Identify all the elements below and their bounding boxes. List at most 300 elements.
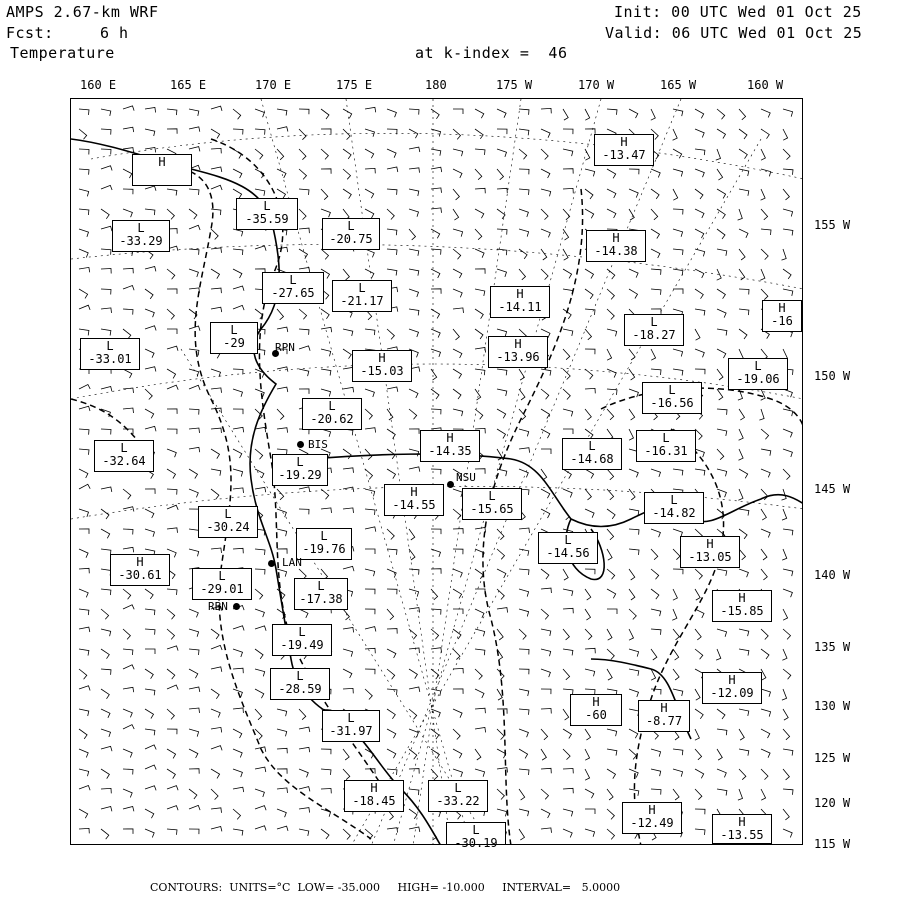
wind-barb [761, 709, 771, 717]
wind-barb [189, 549, 199, 556]
wind-barb [563, 569, 568, 580]
wind-barb [717, 329, 727, 336]
wind-barb [409, 409, 417, 419]
wind-barb [783, 429, 792, 437]
wind-barb [277, 748, 287, 753]
wind-barb [717, 389, 723, 400]
wind-barb [145, 689, 155, 695]
wind-barb [651, 569, 659, 579]
wind-barb [101, 629, 111, 636]
wind-barb [453, 308, 464, 313]
wind-barb [607, 629, 612, 640]
wind-barb [211, 769, 220, 778]
extremum-box: L -33.01 [80, 338, 140, 370]
wind-barb [409, 467, 420, 472]
wind-barb [475, 649, 485, 655]
wind-barb [189, 127, 200, 132]
wind-barb [387, 189, 397, 195]
wind-barb [387, 689, 397, 695]
wind-barb [519, 609, 529, 617]
extremum-box: H -18.45 [344, 780, 404, 812]
wind-barb [167, 489, 177, 495]
wind-barb [497, 608, 508, 613]
wind-barb [695, 789, 702, 800]
wind-barb [123, 369, 132, 378]
wind-barb [321, 189, 328, 200]
wind-barb [255, 669, 265, 676]
wind-barb [167, 385, 178, 390]
wind-barb [761, 289, 768, 300]
wind-barb [79, 786, 90, 791]
wind-barb [277, 127, 288, 132]
wind-barb [541, 409, 550, 419]
wind-barb [145, 729, 155, 735]
wind-barb [607, 469, 614, 480]
wind-barb [519, 149, 527, 159]
wind-barb [519, 469, 528, 477]
wind-barb [585, 589, 591, 600]
wind-barb [343, 329, 353, 336]
wind-barb [453, 369, 462, 379]
wind-barb [651, 529, 660, 537]
wind-barb [233, 189, 242, 198]
wind-barb [585, 648, 595, 653]
wind-barb [211, 548, 222, 553]
wind-barb [541, 489, 550, 498]
extremum-box: H -12.49 [622, 802, 682, 834]
wind-barb [717, 129, 726, 139]
wind-barb [629, 589, 635, 600]
wind-barb [541, 389, 549, 399]
wind-barb [321, 789, 331, 794]
wind-barb [409, 309, 419, 315]
wind-barb [299, 609, 308, 618]
wind-barb [387, 649, 396, 658]
wind-barb [585, 789, 594, 798]
wind-barb [629, 349, 635, 360]
wind-barb [277, 169, 286, 178]
wind-barb [255, 649, 263, 659]
wind-barb [585, 109, 590, 120]
wind-barb [277, 826, 288, 831]
wind-barb [739, 129, 747, 139]
wind-barb [475, 229, 482, 240]
wind-barb [409, 827, 420, 832]
wind-barb [761, 209, 768, 220]
wind-barb [343, 109, 352, 118]
wind-barb [761, 429, 769, 439]
wind-barb [123, 268, 133, 273]
wind-barb [651, 189, 659, 199]
wind-barb [519, 589, 529, 597]
wind-barb [563, 608, 573, 613]
wind-barb [673, 289, 683, 294]
wind-barb [563, 369, 570, 380]
wind-barb [497, 549, 505, 559]
wind-barb [431, 369, 437, 380]
wind-barb [673, 249, 683, 255]
wind-barb [167, 369, 176, 378]
wind-barb [343, 449, 351, 459]
wind-barb [79, 709, 89, 716]
wind-barb [541, 649, 551, 656]
extremum-box: L -14.68 [562, 438, 622, 470]
wind-barb [475, 129, 483, 139]
wind-barb [299, 309, 307, 319]
wind-barb [101, 529, 110, 538]
wind-barb [782, 649, 787, 660]
wind-barb [277, 709, 287, 716]
wind-barb [387, 469, 396, 479]
wind-barb [629, 529, 639, 535]
wind-barb [277, 729, 287, 736]
map-panel [70, 98, 803, 845]
wind-barb [387, 629, 397, 634]
wind-barb [321, 129, 331, 134]
extremum-box: L -32.64 [94, 440, 154, 472]
wind-barb [673, 549, 680, 560]
wind-barb [651, 289, 661, 295]
wind-barb [211, 789, 218, 800]
wind-barb [783, 629, 791, 639]
wind-barb [519, 129, 529, 135]
wind-barb [167, 429, 177, 434]
wind-barb [211, 106, 222, 111]
lat-tick: 115 W [814, 837, 851, 851]
wind-barb [541, 609, 549, 619]
wind-barb [321, 109, 329, 119]
wind-barb [233, 249, 243, 255]
wind-barb [453, 129, 461, 139]
wind-barb [739, 629, 749, 636]
wind-barb [299, 487, 310, 492]
wind-barb [321, 149, 328, 159]
wind-barb [519, 109, 529, 115]
extremum-box: L -29 [210, 322, 258, 354]
wind-barb [585, 289, 593, 299]
wind-barb [211, 248, 222, 253]
wind-barb [431, 669, 439, 679]
wind-barb [673, 629, 679, 640]
station-marker [447, 481, 454, 488]
wind-barb [739, 749, 749, 756]
wind-barb [79, 769, 89, 776]
wind-barb [101, 308, 112, 313]
wind-barb [189, 687, 200, 692]
wind-barb [431, 249, 441, 255]
wind-barb [431, 609, 441, 615]
wind-barb [431, 149, 441, 156]
wind-barb [519, 549, 529, 556]
wind-barb [629, 769, 638, 778]
wind-barb [453, 629, 461, 639]
wind-barb [387, 149, 396, 158]
wind-barb [739, 469, 748, 478]
wind-barb [167, 786, 178, 791]
wind-barb [475, 609, 484, 618]
wind-barb [475, 329, 483, 339]
wind-barb [783, 289, 793, 296]
wind-barb [783, 789, 793, 795]
wind-barb [167, 589, 177, 595]
wind-barb [365, 627, 376, 632]
extremum-box: H -13.05 [680, 536, 740, 568]
wind-barb [409, 789, 419, 795]
wind-barb [79, 469, 88, 478]
wind-barb [607, 509, 615, 519]
wind-barb [211, 709, 220, 718]
wind-barb [145, 367, 156, 372]
wind-barb [541, 169, 550, 178]
wind-barb [739, 709, 749, 716]
wind-barb [365, 189, 374, 198]
wind-barb [651, 249, 660, 258]
wind-barb [189, 649, 199, 655]
wind-barb [783, 209, 793, 217]
wind-barb [343, 487, 354, 492]
wind-barb [497, 269, 507, 277]
wind-barb [453, 349, 462, 358]
wind-barb [673, 149, 682, 158]
wind-barb [563, 169, 573, 174]
wind-barb [233, 269, 242, 278]
wind-barb [783, 589, 792, 597]
wind-barb [563, 249, 568, 260]
wind-barb [695, 289, 703, 299]
wind-barb [79, 686, 90, 691]
wind-barb [277, 247, 288, 252]
wind-barb [783, 269, 791, 279]
wind-barb [365, 549, 375, 554]
wind-barb [167, 505, 178, 510]
wind-barb [519, 569, 529, 575]
wind-barb [629, 729, 638, 738]
wind-barb [453, 249, 461, 259]
wind-barb [277, 509, 286, 517]
wind-barb [343, 189, 351, 199]
wind-barb [761, 109, 770, 118]
wind-barb [563, 429, 573, 434]
wind-barb [563, 709, 569, 720]
wind-barb [519, 769, 529, 775]
wind-barb [585, 409, 591, 420]
wind-barb [739, 149, 747, 159]
wind-barb [585, 569, 595, 574]
wind-barb [79, 669, 87, 679]
wind-barb [607, 389, 617, 395]
wind-barb [299, 709, 306, 720]
wind-barb [563, 489, 572, 498]
wind-barb [475, 188, 485, 193]
wind-barb [563, 589, 573, 596]
wind-barb [431, 329, 440, 338]
wind-barb [475, 569, 483, 579]
wind-barb [717, 229, 725, 239]
wind-barb [123, 309, 133, 315]
wind-barb [541, 588, 551, 593]
wind-barb [233, 769, 242, 777]
wind-barb [409, 269, 419, 276]
wind-barb [541, 768, 551, 773]
wind-barb [299, 389, 309, 394]
wind-barb [475, 209, 484, 218]
wind-barb [695, 809, 705, 814]
wind-barb [717, 369, 723, 380]
wind-barb [123, 589, 131, 599]
wind-barb [211, 269, 220, 279]
wind-barb [79, 329, 89, 335]
wind-barb [255, 806, 266, 811]
wind-barb [189, 189, 199, 195]
wind-barb [475, 409, 483, 419]
wind-barb [233, 229, 243, 236]
wind-barb [607, 589, 616, 598]
wind-barb [672, 609, 677, 620]
wind-barb [761, 509, 766, 520]
wind-barb [761, 549, 767, 560]
wind-barb [79, 169, 89, 175]
wind-barb [343, 387, 354, 392]
wind-barb [101, 649, 109, 659]
wind-barb [189, 789, 197, 799]
wind-barb [651, 109, 656, 120]
wind-barb [519, 389, 525, 400]
wind-barb [365, 469, 373, 479]
wind-barb [453, 209, 459, 220]
wind-barb [79, 529, 89, 534]
wind-barb [101, 269, 111, 274]
wind-barb [101, 609, 109, 619]
wind-barb [695, 269, 704, 278]
wind-barb [431, 689, 441, 696]
wind-barb [629, 669, 639, 676]
wind-barb [695, 769, 704, 778]
extremum-box: L -16.56 [642, 382, 702, 414]
wind-barb [409, 249, 419, 256]
wind-barb [365, 527, 376, 532]
wind-barb [783, 749, 793, 756]
wind-barb [211, 827, 222, 832]
wind-barb [365, 689, 372, 700]
wind-barb [695, 629, 701, 640]
wind-barb [409, 569, 419, 575]
wind-barb [629, 269, 638, 278]
map-graphics [71, 99, 803, 845]
lat-tick: 125 W [814, 751, 851, 765]
wind-barb [79, 828, 89, 833]
lat-tick: 120 W [814, 796, 851, 810]
wind-barb [607, 669, 612, 680]
wind-barb [475, 389, 481, 400]
extremum-box: H -12.09 [702, 672, 762, 704]
wind-barb [541, 569, 549, 579]
wind-barb [695, 209, 704, 218]
wind-barb [277, 367, 288, 372]
wind-barb [233, 305, 244, 310]
wind-barb [585, 149, 590, 160]
wind-barb [299, 189, 309, 195]
wind-barb [101, 149, 111, 155]
wind-barb [365, 389, 374, 397]
wind-barb [255, 109, 264, 117]
wind-barb [497, 589, 504, 600]
wind-barb [167, 289, 177, 294]
wind-barb [607, 309, 614, 320]
wind-barb [387, 429, 395, 439]
wind-barb [717, 769, 726, 777]
wind-barb [629, 289, 638, 299]
wind-barb [233, 626, 244, 631]
wind-barb [299, 369, 309, 376]
wind-barb [189, 805, 200, 810]
wind-barb [783, 129, 788, 140]
wind-barb [409, 687, 420, 692]
wind-barb [387, 569, 396, 578]
wind-barb [497, 709, 507, 714]
wind-barb [783, 189, 789, 200]
wind-barb [761, 249, 768, 260]
wind-barb [79, 549, 88, 558]
wind-barb [760, 269, 765, 280]
wind-barb [497, 789, 504, 800]
wind-barb [475, 169, 482, 180]
wind-barb [585, 349, 595, 354]
wind-barb [189, 249, 199, 255]
wind-barb [343, 349, 351, 359]
wind-barb [145, 186, 156, 191]
wind-barb [255, 626, 266, 631]
wind-barb [211, 428, 221, 433]
wind-barb [761, 649, 769, 659]
extremum-box: L -14.82 [644, 492, 704, 524]
wind-barb [79, 149, 89, 155]
wind-barb [541, 209, 548, 220]
wind-barb [607, 809, 614, 819]
wind-barb [695, 689, 700, 700]
wind-barb [189, 209, 197, 219]
wind-barb [453, 609, 463, 614]
wind-barb [739, 109, 746, 120]
wind-barb [453, 169, 462, 178]
wind-barb [585, 509, 594, 518]
wind-barb [585, 189, 593, 199]
wind-barb [167, 409, 177, 414]
wind-barb [145, 629, 155, 635]
station-marker [297, 441, 304, 448]
station-label: NSU [456, 471, 476, 484]
wind-barb [211, 727, 222, 732]
wind-barb [453, 668, 463, 673]
wind-barb [607, 269, 615, 279]
wind-barb [629, 429, 634, 440]
wind-barb [717, 409, 727, 415]
wind-barb [365, 589, 375, 594]
wind-barb [79, 627, 90, 632]
wind-barb [519, 448, 530, 453]
wind-barb [255, 487, 266, 492]
extremum-box: H -60 [570, 694, 622, 726]
wind-barb [409, 389, 418, 398]
wind-barb [782, 549, 787, 560]
wind-barb [629, 409, 635, 420]
wind-barb [167, 109, 177, 115]
wind-barb [585, 489, 591, 500]
extremum-box: H -30.61 [110, 554, 170, 586]
wind-barb [673, 209, 683, 215]
wind-barb [145, 209, 155, 215]
wind-barb [167, 346, 178, 351]
wind-barb [409, 329, 419, 337]
